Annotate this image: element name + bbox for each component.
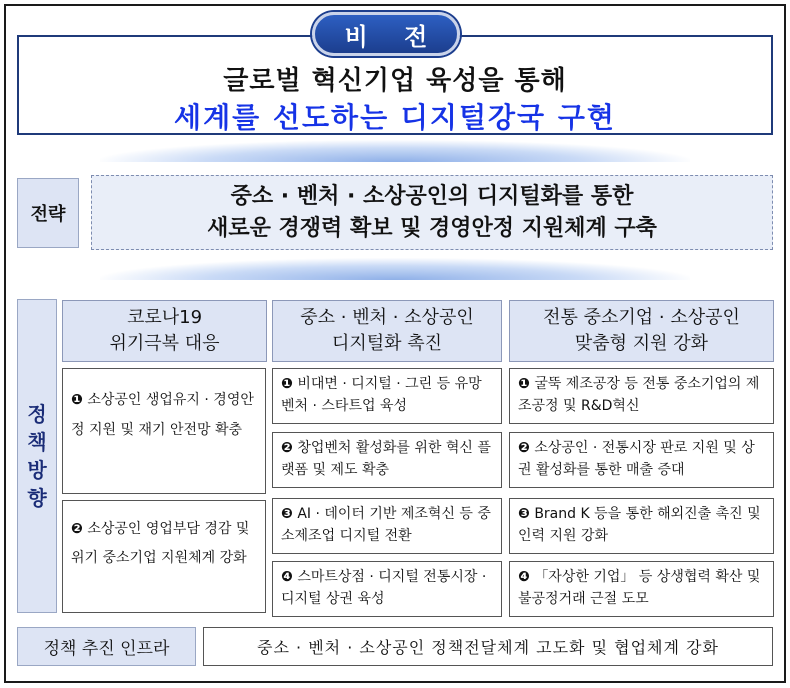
- item-number: ❹: [281, 569, 293, 585]
- item-number: ❹: [518, 569, 530, 585]
- item-text: 비대면 · 디지털 · 그린 등 유망 벤처 · 스타트업 육성: [281, 376, 482, 414]
- item-number: ❷: [281, 440, 293, 456]
- column-header-line: 코로나19: [126, 307, 203, 328]
- item-text: AI · 데이터 기반 제조혁신 등 중소제조업 디지털 전환: [281, 506, 491, 544]
- policy-item: [62, 500, 266, 613]
- column-header-digital: [272, 300, 502, 362]
- policy-item: [509, 561, 774, 617]
- column-header-line: 맞춤형 지원 강화: [574, 333, 709, 354]
- item-number: ❷: [518, 440, 530, 456]
- policy-item: [272, 368, 502, 424]
- strategy-line-1: 중소 · 벤처 · 소상공인의 디지털화를 통한: [230, 183, 634, 209]
- flow-arrow-strategy: [100, 258, 690, 280]
- column-header-line: 위기극복 대응: [109, 333, 220, 354]
- column-header-line: 중소 · 벤처 · 소상공인: [300, 307, 474, 328]
- item-number: ❶: [281, 376, 293, 392]
- item-text: 스마트상점 · 디지털 전통시장 · 디지털 상권 육성: [281, 569, 487, 607]
- strategy-label: 전략: [17, 178, 79, 248]
- item-text: 「자상한 기업」 등 상생협력 확산 및 불공정거래 근절 도모: [518, 569, 761, 607]
- column-header-line: 전통 중소기업 · 소상공인: [543, 307, 740, 328]
- policy-item: [509, 498, 774, 554]
- item-text: 굴뚝 제조공장 등 전통 중소기업의 제조공정 및 R&D혁신: [518, 376, 760, 414]
- item-number: ❷: [71, 521, 83, 537]
- item-number: ❸: [281, 506, 293, 522]
- policy-label-char: 방: [27, 458, 47, 482]
- vision-label-pill: 비 전: [312, 12, 460, 56]
- policy-label-char: 정: [27, 402, 47, 426]
- item-text: 소상공인 · 전통시장 판로 지원 및 상권 활성화를 통한 매출 증대: [518, 440, 755, 478]
- column-header-covid: [62, 300, 267, 362]
- item-text: Brand K 등을 통한 해외진출 촉진 및 인력 지원 강화: [518, 506, 761, 544]
- item-text: 창업벤처 활성화를 위한 혁신 플랫폼 및 제도 확충: [281, 440, 491, 478]
- policy-direction-label: [17, 299, 57, 613]
- item-text: 소상공인 생업유지 · 경영안정 지원 및 재기 안전망 확충: [71, 392, 254, 438]
- infra-label: 정책 추진 인프라: [17, 627, 196, 666]
- policy-item: [509, 432, 774, 488]
- column-header-line: 디지털화 촉진: [331, 333, 443, 354]
- column-header-traditional: [509, 300, 774, 362]
- vision-line-2: 세계를 선도하는 디지털강국 구현: [174, 101, 616, 134]
- policy-item: [272, 498, 502, 554]
- policy-item: [509, 368, 774, 424]
- item-number: ❶: [518, 376, 530, 392]
- strategy-line-2: 새로운 경쟁력 확보 및 경영안정 지원체계 구축: [207, 215, 657, 241]
- infra-box: 중소 · 벤처 · 소상공인 정책전달체계 고도화 및 협업체계 강화: [203, 627, 773, 666]
- policy-item: [272, 561, 502, 617]
- policy-label-char: 책: [27, 430, 47, 454]
- item-text: 소상공인 영업부담 경감 및 위기 중소기업 지원체계 강화: [71, 521, 250, 566]
- flow-arrow-vision: [100, 140, 690, 162]
- policy-item: [62, 368, 266, 494]
- policy-item: [272, 432, 502, 488]
- item-number: ❸: [518, 506, 530, 522]
- vision-line-1: 글로벌 혁신기업 육성을 통해: [223, 66, 567, 96]
- item-number: ❶: [71, 392, 83, 408]
- strategy-box: [91, 175, 773, 250]
- policy-label-char: 향: [27, 486, 47, 510]
